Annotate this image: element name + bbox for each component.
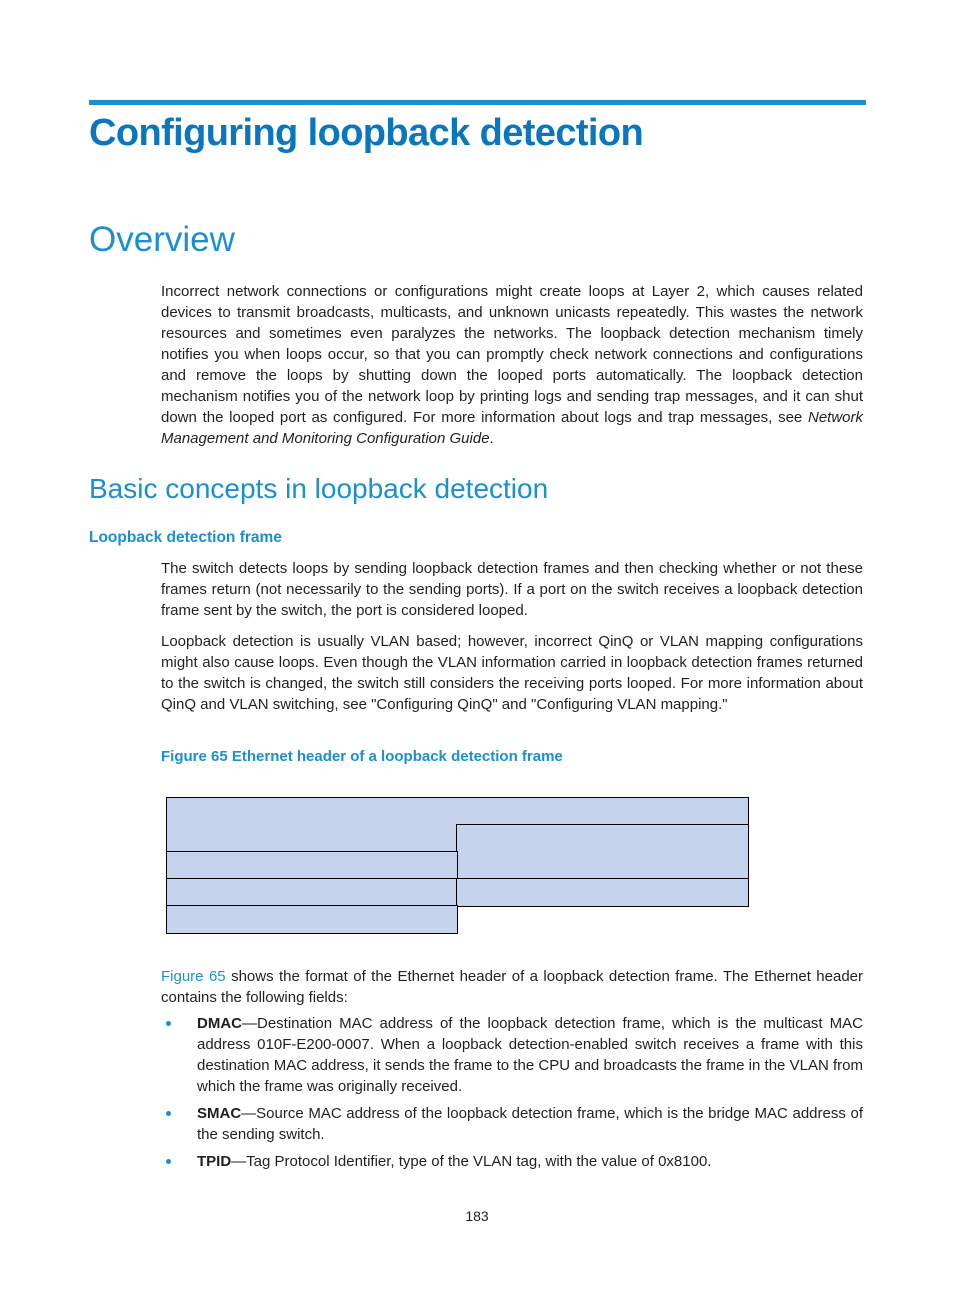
bullet-icon bbox=[166, 1111, 171, 1116]
figure-reference-paragraph bbox=[161, 966, 863, 1008]
list-item-dmac bbox=[161, 1013, 863, 1097]
overview-paragraph bbox=[161, 281, 863, 449]
section-title: Overview bbox=[89, 220, 235, 259]
bullet-icon bbox=[166, 1159, 171, 1164]
figure-caption: Figure 65 Ethernet header of a loopback detection frame bbox=[161, 748, 563, 765]
field-list bbox=[161, 1013, 863, 1178]
figure-cell-right-3 bbox=[456, 878, 749, 907]
list-item-tpid bbox=[161, 1151, 863, 1172]
figure-65-link[interactable]: Figure 65 bbox=[161, 968, 226, 985]
field-description: —Source MAC address of the loopback detection frame, which is the bridge MAC address of the sending switch. bbox=[197, 1105, 863, 1143]
subsection-title: Basic concepts in loopback detection bbox=[89, 473, 549, 504]
subsubsection-title: Loopback detection frame bbox=[89, 529, 282, 546]
field-name: TPID bbox=[197, 1153, 232, 1170]
overview-reference: Network Management and Monitoring Configuration Guide bbox=[161, 409, 863, 447]
field-name: DMAC bbox=[197, 1015, 242, 1032]
field-name: SMAC bbox=[197, 1105, 242, 1122]
field-description: —Destination MAC address of the loopback detection frame, which is the multicast MAC address 010F-E200-0007. When a loopback detection-enabled switch receives a frame with this destination MAC address, it sends the frame to the CPU and broadcasts the frame in the VLAN from which the frame was originally received. bbox=[197, 1015, 863, 1095]
page-number: 183 bbox=[465, 1208, 489, 1224]
overview-text: Incorrect network connections or configurations might create loops at Layer 2, which causes related devices to transmit broadcasts, multicasts, and unknown unicasts repeatedly. This wastes the network resources and sometimes even paralyzes the networks. The loopback detection mechanism timely notifies you when loops occur, so that you can promptly check network connections and configurations and remove the loops by shutting down the looped ports automatically. The loopback detection mechanism notifies you of the network loop by printing logs and sending trap messages, and it can shut down the looped port as configured. For more information about logs and trap messages, see bbox=[161, 283, 863, 426]
bullet-icon bbox=[166, 1021, 171, 1026]
figure-cell-left-3 bbox=[166, 878, 458, 907]
overview-end: . bbox=[489, 430, 494, 447]
list-item-smac bbox=[161, 1103, 863, 1145]
figure-cell-left-2 bbox=[166, 851, 458, 880]
chapter-rule bbox=[89, 100, 866, 105]
figure-cell-left-4 bbox=[166, 905, 458, 934]
field-description: —Tag Protocol Identifier, type of the VLAN tag, with the value of 0x8100. bbox=[231, 1153, 712, 1170]
frame-paragraph-1: The switch detects loops by sending loopback detection frames and then checking whether or not these frames return (not necessarily to the sending ports). If a port on the switch receives a loopback detection frame sent by the switch, the port is considered looped. bbox=[161, 560, 863, 619]
figure-cell-right-1 bbox=[456, 824, 749, 880]
figure-reference-text: shows the format of the Ethernet header of a loopback detection frame. The Ethernet header contains the following fields: bbox=[161, 968, 864, 1006]
chapter-title: Configuring loopback detection bbox=[89, 112, 644, 154]
frame-paragraph-2: Loopback detection is usually VLAN based; however, incorrect QinQ or VLAN mapping configurations might also cause loops. Even though the VLAN information carried in loopback detection frames returned to the switch is changed, the switch still considers the receiving ports looped. For more information about QinQ and VLAN switching, see "Configuring QinQ" and "Configuring VLAN mapping." bbox=[161, 633, 863, 713]
